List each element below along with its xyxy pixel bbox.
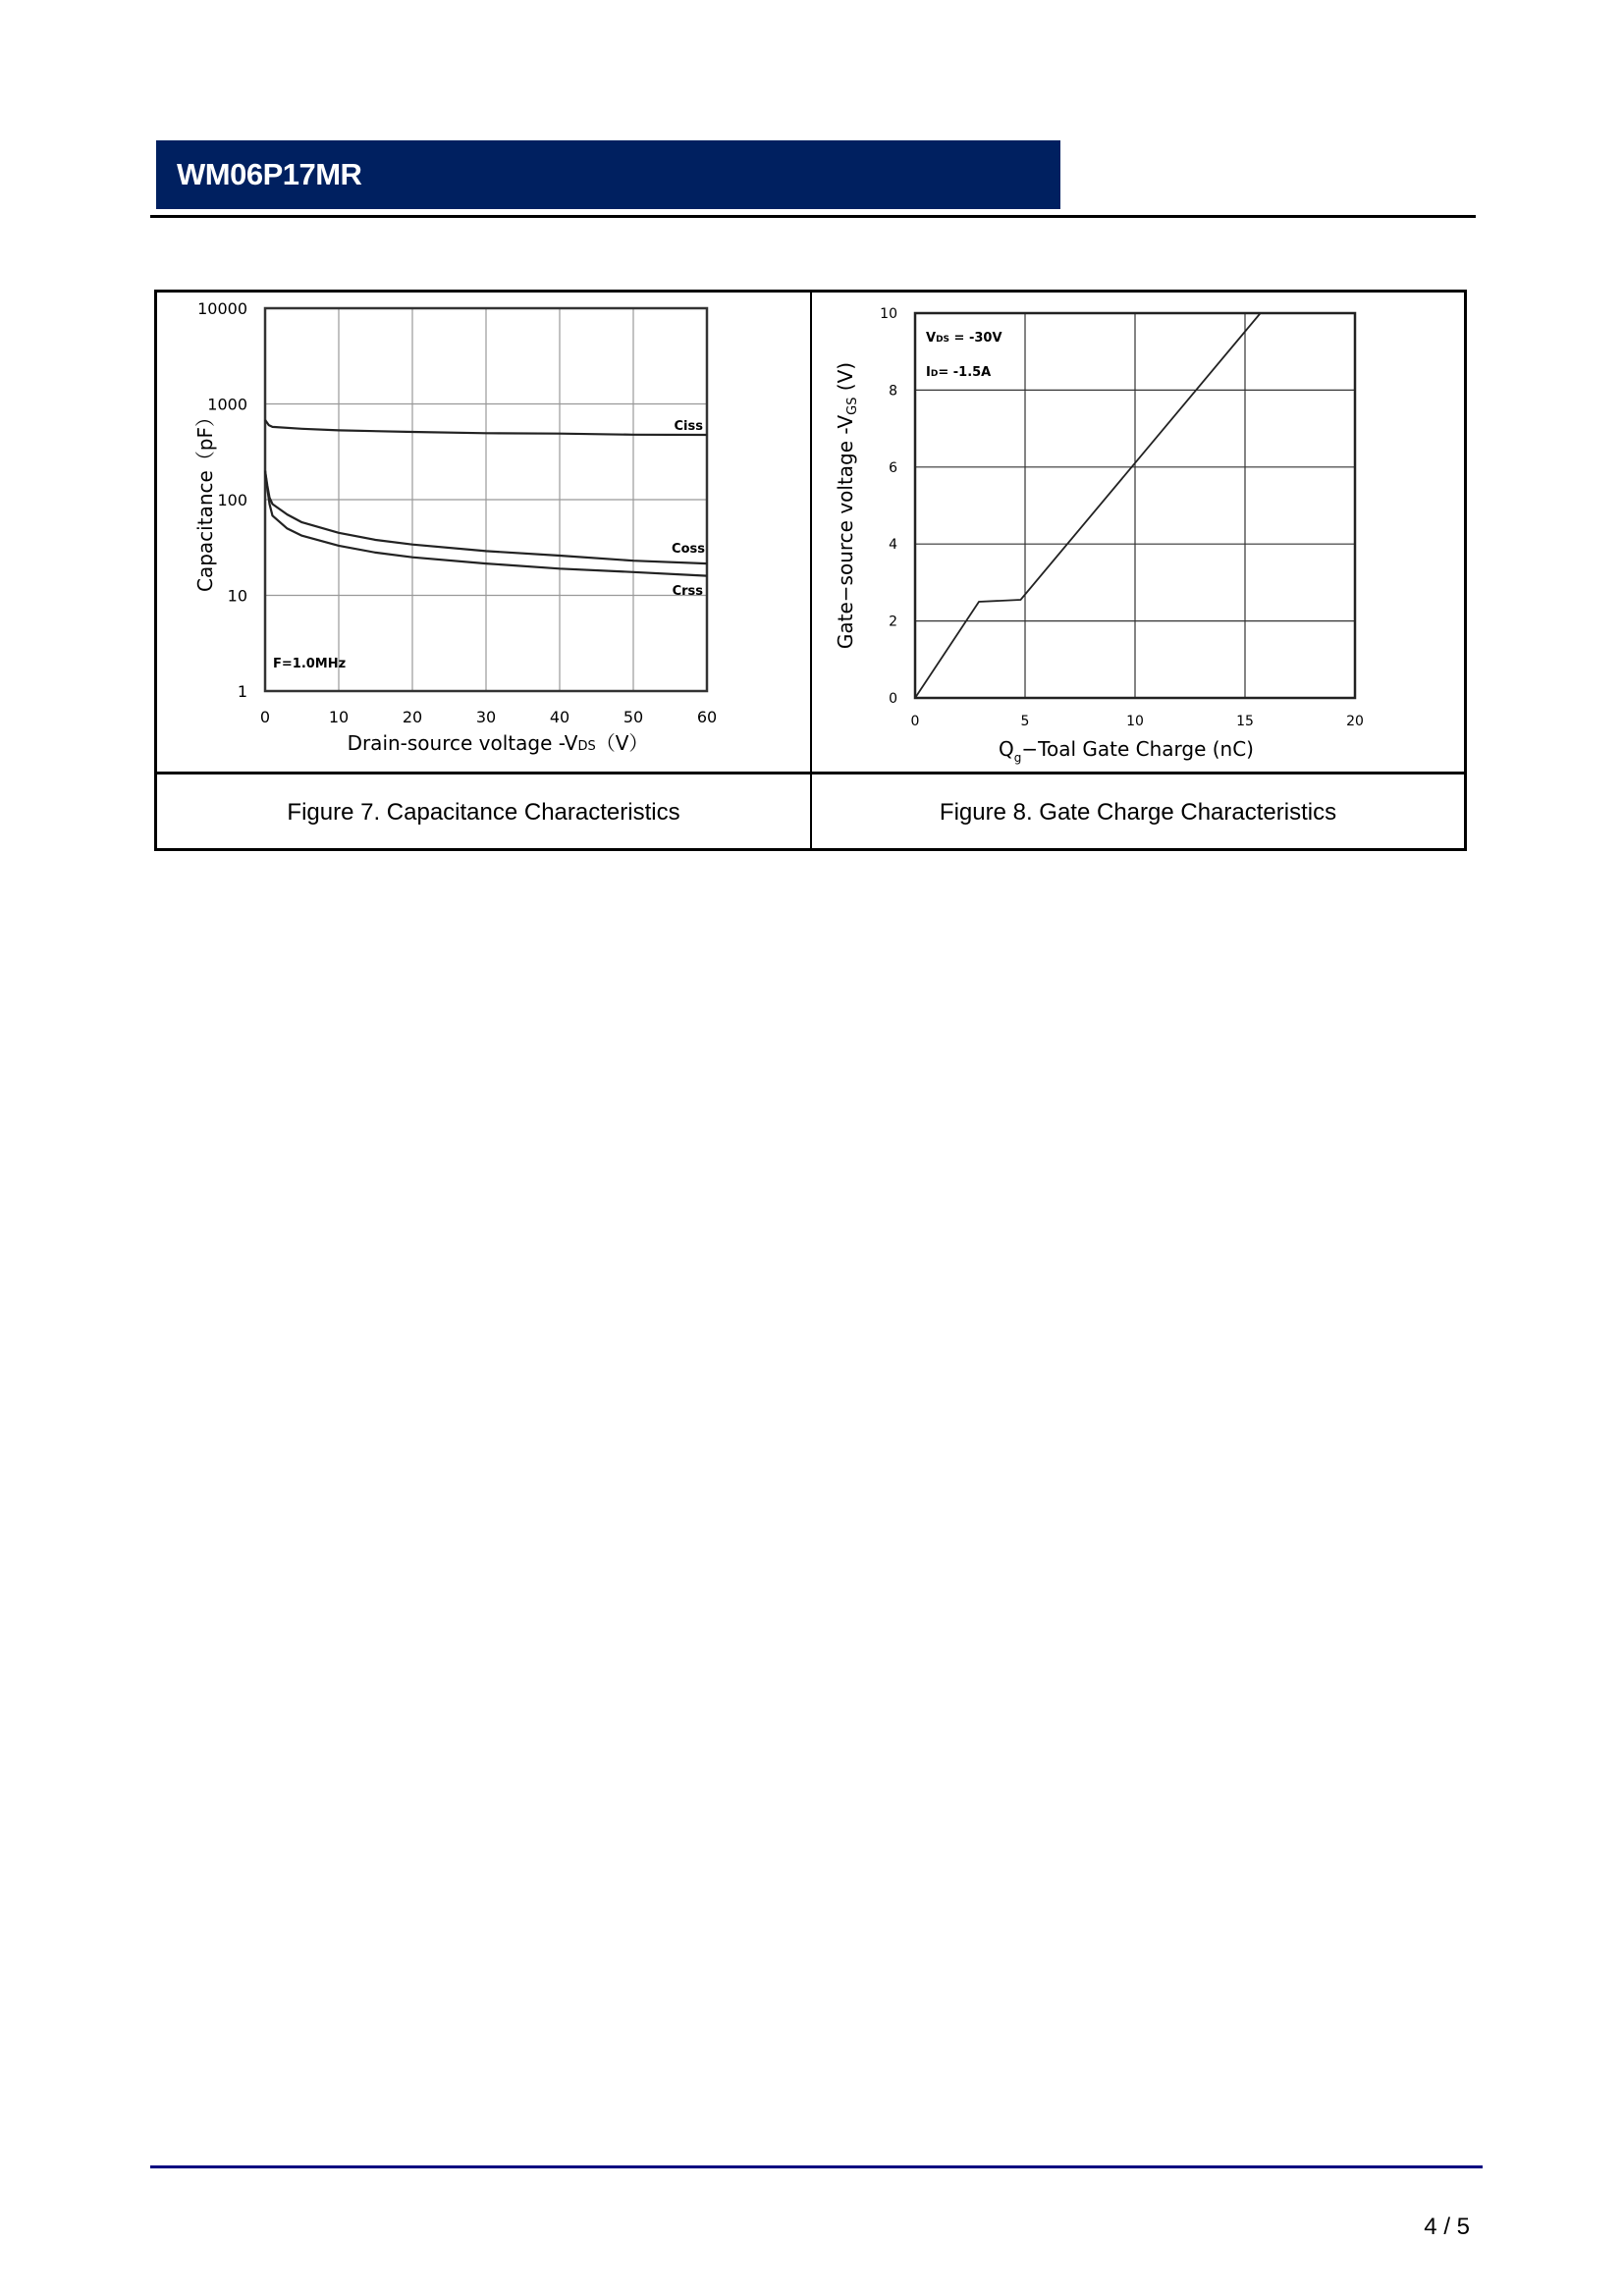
vds-annotation: VDS = -30V [926,331,1002,346]
y-tick-label: 10000 [197,299,247,318]
x-tick-label: 50 [623,708,644,726]
frequency-annotation: F=1.0MHz [273,657,347,671]
gate-charge-y-axis-title: Gate−source voltage $-V_{GS}$ (V) [834,361,860,650]
x-tick-label: 10 [328,708,350,726]
figure-7-caption: Figure 7. Capacitance Characteristics [287,799,680,826]
x-tick-label: 10 [1126,714,1144,729]
x-tick-label: 40 [549,708,570,726]
capacitance-grid [265,308,707,691]
id-annotation: ID= -1.5A [926,365,992,380]
y-tick-label: 6 [889,459,897,476]
page-number: 4 / 5 [1424,2214,1470,2240]
x-tick-label: 0 [910,714,920,729]
y-tick-label: 1000 [207,395,247,414]
gate-charge-chart [834,306,1364,765]
y-tick-label: 100 [217,491,247,509]
x-tick-label: 0 [259,708,271,726]
y-tick-label: 10 [880,306,897,322]
ciss-label: Ciss [674,419,703,434]
x-tick-label: 5 [1020,714,1030,729]
x-tick-label: 20 [402,708,423,726]
y-tick-label: 1 [237,682,247,701]
y-tick-label: 10 [227,586,247,606]
crss-label: Crss [672,584,703,599]
gate-charge-x-axis-title: $Q_g-Toal$ Gate Charge (nC) [999,737,1254,765]
capacitance-x-axis-title: Drain-source voltage -VDS（V） [347,731,649,755]
document-title: WM06P17MR [177,157,362,191]
figure-8-caption: Figure 8. Gate Charge Characteristics [939,799,1337,826]
y-tick-label: 2 [889,614,897,630]
x-tick-label: 60 [696,708,718,726]
footer-rule [150,2165,1483,2168]
capacitance-y-axis-title: Capacitance（pF） [193,407,217,592]
y-tick-label: 8 [889,383,897,400]
x-tick-label: 15 [1236,714,1254,729]
y-tick-label: 4 [889,537,897,554]
coss-label: Coss [672,542,705,557]
x-tick-label: 30 [475,708,497,726]
x-tick-label: 20 [1346,714,1364,729]
capacitance-chart [193,299,717,755]
y-tick-label: 0 [889,691,897,707]
